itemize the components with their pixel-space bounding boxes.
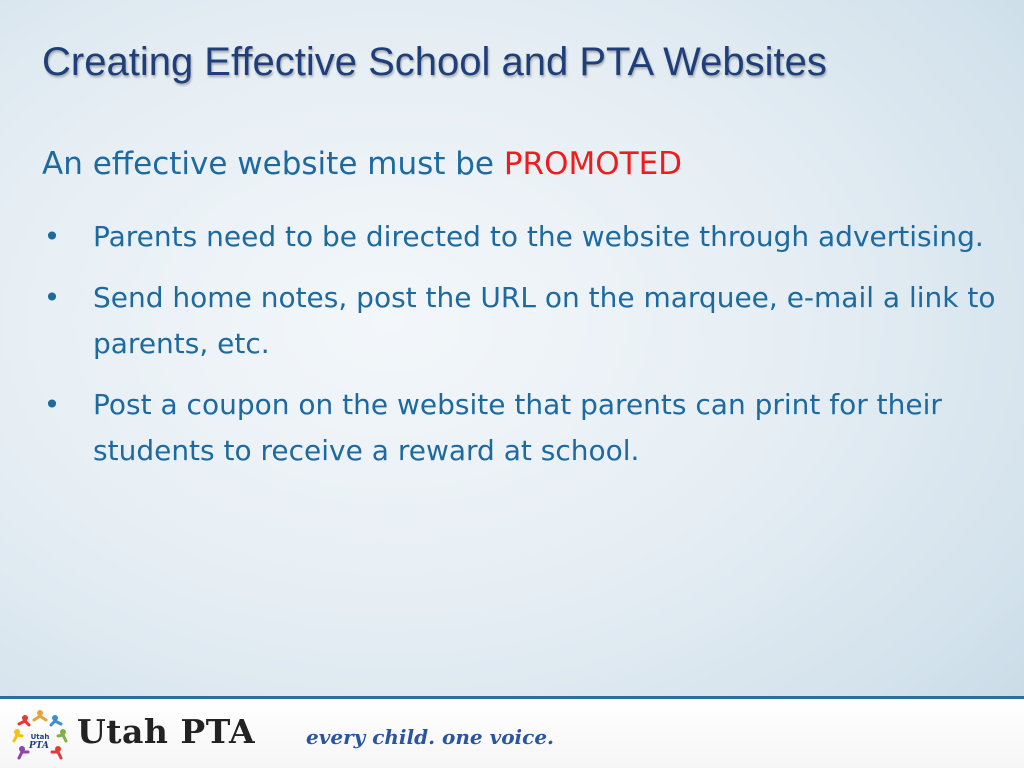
utah-pta-children-logo-icon xyxy=(8,706,72,762)
slide-title: Creating Effective School and PTA Websites xyxy=(42,40,827,84)
logo-text-bottom: PTA xyxy=(29,741,49,751)
subheading-emphasis: PROMOTED xyxy=(503,146,683,182)
subheading-text: An effective website must be xyxy=(42,146,504,182)
bullet-list xyxy=(42,214,1002,489)
brand-name: Utah PTA xyxy=(77,712,256,751)
logo-text-top: Utah xyxy=(30,733,50,741)
bullet-text: Send home notes, post the URL on the marquee, e-mail a link to parents, etc. xyxy=(93,281,996,360)
slide-subheading xyxy=(42,146,682,182)
tagline: every child. one voice. xyxy=(306,725,555,749)
bullet-icon: • xyxy=(43,281,61,314)
bullet-item xyxy=(42,214,1002,260)
bullet-item xyxy=(42,275,1002,367)
bullet-text: Parents need to be directed to the website through advertising. xyxy=(93,220,984,253)
bullet-item xyxy=(42,382,1002,474)
bullet-icon: • xyxy=(43,388,61,421)
bullet-icon: • xyxy=(43,220,61,253)
bullet-text: Post a coupon on the website that parents can print for their students to receive a reward at school. xyxy=(93,388,942,467)
